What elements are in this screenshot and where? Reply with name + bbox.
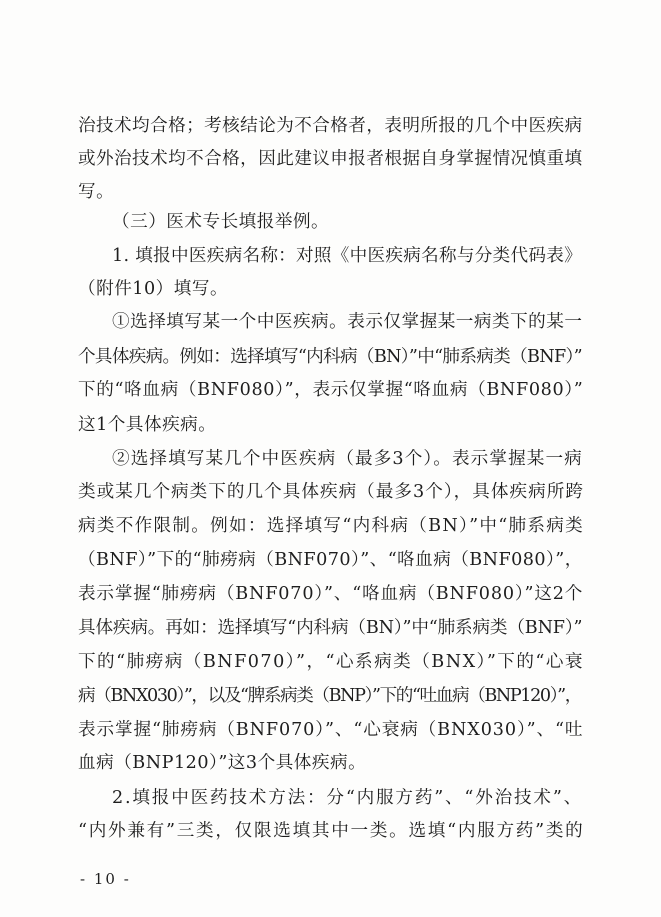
body-line: 1. 填报中医疾病名称：对照《中医疾病名称与分类代码表》 xyxy=(112,246,583,266)
body-line: “内外兼有”三类，仅限选填其中一类。选填“内服方药”类的 xyxy=(78,821,585,841)
body-line: 或外治技术均不合格，因此建议申报者根据自身掌握情况慎重填 xyxy=(78,149,583,169)
body-line: 个具体疾病。例如：选择填写“内科病（BN）”中“肺系病类（BNF）” xyxy=(78,347,582,367)
section-heading: （三）医术专长填报举例。 xyxy=(112,212,330,232)
body-line: ②选择填写某几个中医疾病（最多3个）。表示掌握某一病 xyxy=(112,449,583,469)
body-line: 病（BNX030）”，以及“脾系病类（BNP）”下的“吐血病（BNP120）”， xyxy=(78,686,581,706)
body-line: 这1个具体疾病。 xyxy=(78,415,217,435)
body-line: 表示掌握“肺痨病（BNF070）”、“心衰病（BNX030）”、“吐 xyxy=(78,720,584,740)
body-line: ①选择填写某一个中医疾病。表示仅掌握某一病类下的某一 xyxy=(112,312,583,332)
body-line: 下的“咯血病（BNF080）”，表示仅掌握“咯血病（BNF080）” xyxy=(78,380,584,400)
body-line: 写。 xyxy=(78,182,115,202)
body-line: （BNF）”下的“肺痨病（BNF070）”、“咯血病（BNF080）”， xyxy=(78,550,583,570)
body-line: 2.填报中医药技术方法：分“内服方药”、“外治技术”、 xyxy=(112,788,584,808)
body-line: 下的“肺痨病（BNF070）”，“心系病类（BNX）”下的“心衰 xyxy=(78,652,584,672)
body-line: 病类不作限制。例如：选择填写“内科病（BN）”中“肺系病类 xyxy=(78,516,585,536)
body-line: （附件10）填写。 xyxy=(78,279,229,299)
body-line: 类或某几个病类下的几个具体疾病（最多3个），具体疾病所跨 xyxy=(78,482,584,502)
body-line: 具体疾病。再如：选择填写“内科病（BN）”中“肺系病类（BNF）” xyxy=(78,618,583,638)
body-line: 表示掌握“肺痨病（BNF070）”、“咯血病（BNF080）”这2个 xyxy=(78,584,584,604)
body-line: 治技术均合格；考核结论为不合格者，表明所报的几个中医疾病 xyxy=(78,116,583,136)
body-line: 血病（BNP120）”这3个具体疾病。 xyxy=(78,753,367,773)
page-number: - 10 - xyxy=(80,870,131,888)
